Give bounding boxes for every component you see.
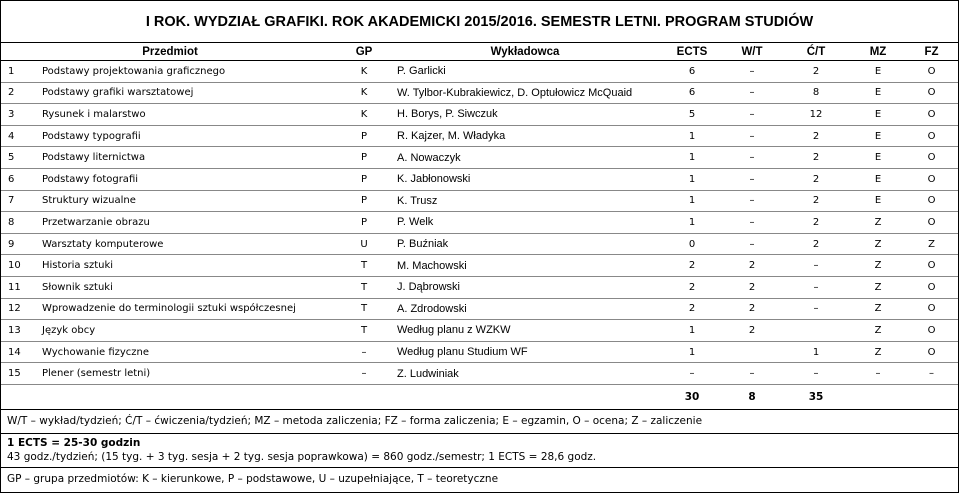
fz-cell: O	[905, 212, 958, 234]
lecturer-cell: H. Borys, P. Siwczuk	[389, 104, 661, 126]
row-number: 14	[1, 341, 34, 363]
legend-groups: GP – grupa przedmiotów: K – kierunkowe, P – podstawowe, U – uzupełniające, T – teoretyczne	[7, 473, 499, 485]
ct-cell: 12	[781, 104, 851, 126]
mz-cell: Z	[851, 233, 905, 255]
mz-cell: Z	[851, 212, 905, 234]
table-row	[1, 61, 958, 83]
gp-cell: P	[339, 212, 389, 234]
ct-cell	[781, 320, 851, 342]
mz-cell: E	[851, 147, 905, 169]
subject-cell: Słownik sztuki	[34, 276, 339, 298]
subject-cell: Podstawy grafiki warsztatowej	[34, 82, 339, 104]
subject-cell: Warsztaty komputerowe	[34, 233, 339, 255]
divider	[1, 467, 958, 468]
gp-cell: P	[339, 147, 389, 169]
gp-cell: –	[339, 341, 389, 363]
ects-cell: 1	[661, 147, 723, 169]
ct-cell: 2	[781, 190, 851, 212]
header-mz: MZ	[851, 43, 905, 61]
row-number: 12	[1, 298, 34, 320]
table-header-row	[1, 43, 958, 61]
lecturer-cell: Według planu Studium WF	[389, 341, 661, 363]
header-subject: Przedmiot	[1, 43, 339, 61]
wt-cell: 2	[723, 276, 781, 298]
wt-cell: –	[723, 61, 781, 83]
row-number: 3	[1, 104, 34, 126]
ct-cell: 2	[781, 212, 851, 234]
subject-cell: Wprowadzenie do terminologii sztuki współczesnej	[34, 298, 339, 320]
subject-cell: Wychowanie fizyczne	[34, 341, 339, 363]
wt-cell: –	[723, 212, 781, 234]
fz-cell: –	[905, 363, 958, 385]
divider	[1, 433, 958, 434]
ct-cell: 2	[781, 125, 851, 147]
mz-cell: E	[851, 168, 905, 190]
table-row	[1, 298, 958, 320]
table-row	[1, 320, 958, 342]
gp-cell: K	[339, 61, 389, 83]
subject-cell: Historia sztuki	[34, 255, 339, 277]
table-row	[1, 276, 958, 298]
ects-cell: 6	[661, 82, 723, 104]
table-row	[1, 341, 958, 363]
row-number: 4	[1, 125, 34, 147]
legend-abbreviations: W/T – wykład/tydzień; Ć/T – ćwiczenia/tydzień; MZ – metoda zaliczenia; FZ – forma zaliczenia; E – egzamin, O – ocena; Z – zaliczenie	[7, 415, 703, 427]
fz-cell: O	[905, 320, 958, 342]
wt-cell	[723, 341, 781, 363]
mz-cell: Z	[851, 320, 905, 342]
subject-cell: Struktury wizualne	[34, 190, 339, 212]
mz-cell: –	[851, 363, 905, 385]
fz-cell: O	[905, 61, 958, 83]
gp-cell: T	[339, 320, 389, 342]
gp-cell: K	[339, 104, 389, 126]
lecturer-cell: Według planu z WZKW	[389, 320, 661, 342]
subject-cell: Przetwarzanie obrazu	[34, 212, 339, 234]
lecturer-cell: P. Welk	[389, 212, 661, 234]
ct-cell: –	[781, 363, 851, 385]
gp-cell: T	[339, 255, 389, 277]
subject-cell: Język obcy	[34, 320, 339, 342]
wt-cell: 2	[723, 320, 781, 342]
subject-cell: Podstawy fotografii	[34, 168, 339, 190]
fz-cell: O	[905, 190, 958, 212]
lecturer-cell: P. Garlicki	[389, 61, 661, 83]
header-gp: GP	[339, 43, 389, 61]
row-number: 15	[1, 363, 34, 385]
mz-cell: Z	[851, 341, 905, 363]
ct-cell: –	[781, 298, 851, 320]
wt-cell: –	[723, 168, 781, 190]
ects-cell: 1	[661, 168, 723, 190]
gp-cell: T	[339, 298, 389, 320]
row-number: 10	[1, 255, 34, 277]
table-row	[1, 255, 958, 277]
ects-cell: 6	[661, 61, 723, 83]
fz-cell: O	[905, 255, 958, 277]
subject-cell: Podstawy projektowania graficznego	[34, 61, 339, 83]
ct-cell: –	[781, 255, 851, 277]
row-number: 8	[1, 212, 34, 234]
gp-cell: T	[339, 276, 389, 298]
legend-hours: 43 godz./tydzień; (15 tyg. + 3 tyg. sesja + 2 tyg. sesja poprawkowa) = 860 godz./semestr; 1 ECTS = 28,6 godz.	[7, 451, 597, 463]
gp-cell: –	[339, 363, 389, 385]
mz-cell: E	[851, 61, 905, 83]
lecturer-cell: J. Dąbrowski	[389, 276, 661, 298]
wt-cell: –	[723, 233, 781, 255]
wt-cell: –	[723, 125, 781, 147]
gp-cell: K	[339, 82, 389, 104]
gp-cell: U	[339, 233, 389, 255]
fz-cell: O	[905, 82, 958, 104]
lecturer-cell: K. Jabłonowski	[389, 168, 661, 190]
fz-cell: O	[905, 125, 958, 147]
row-number: 5	[1, 147, 34, 169]
wt-cell: –	[723, 147, 781, 169]
mz-cell: E	[851, 190, 905, 212]
wt-cell: –	[723, 104, 781, 126]
fz-cell: O	[905, 341, 958, 363]
wt-cell: 2	[723, 255, 781, 277]
mz-cell: Z	[851, 276, 905, 298]
mz-cell: Z	[851, 255, 905, 277]
ct-cell: 8	[781, 82, 851, 104]
subject-cell: Rysunek i malarstwo	[34, 104, 339, 126]
ects-cell: 2	[661, 298, 723, 320]
header-wt: W/T	[723, 43, 781, 61]
wt-cell: –	[723, 82, 781, 104]
ct-cell: 1	[781, 341, 851, 363]
table-row	[1, 212, 958, 234]
total-ects: 30	[661, 384, 723, 409]
table-row	[1, 168, 958, 190]
row-number: 2	[1, 82, 34, 104]
lecturer-cell: A. Nowaczyk	[389, 147, 661, 169]
subject-cell: Podstawy typografii	[34, 125, 339, 147]
subject-cell: Plener (semestr letni)	[34, 363, 339, 385]
ct-cell: 2	[781, 233, 851, 255]
lecturer-cell: K. Trusz	[389, 190, 661, 212]
ects-cell: 0	[661, 233, 723, 255]
table-row	[1, 82, 958, 104]
lecturer-cell: R. Kajzer, M. Władyka	[389, 125, 661, 147]
fz-cell: O	[905, 168, 958, 190]
ects-cell: 1	[661, 190, 723, 212]
lecturer-cell: W. Tylbor-Kubrakiewicz, D. Optułowicz McQuaid	[389, 82, 661, 104]
fz-cell: O	[905, 298, 958, 320]
table-row	[1, 190, 958, 212]
lecturer-cell: M. Machowski	[389, 255, 661, 277]
ct-cell: 2	[781, 61, 851, 83]
ct-cell: 2	[781, 147, 851, 169]
mz-cell: E	[851, 125, 905, 147]
wt-cell: –	[723, 190, 781, 212]
program-table	[1, 43, 958, 410]
table-row	[1, 233, 958, 255]
header-ects: ECTS	[661, 43, 723, 61]
fz-cell: O	[905, 147, 958, 169]
mz-cell: Z	[851, 298, 905, 320]
fz-cell: O	[905, 104, 958, 126]
row-number: 13	[1, 320, 34, 342]
header-fz: FZ	[905, 43, 958, 61]
row-number: 1	[1, 61, 34, 83]
table-row	[1, 147, 958, 169]
wt-cell: –	[723, 363, 781, 385]
ects-cell: –	[661, 363, 723, 385]
fz-cell: O	[905, 276, 958, 298]
totals-row	[1, 384, 958, 409]
ects-cell: 1	[661, 320, 723, 342]
lecturer-cell: Z. Ludwiniak	[389, 363, 661, 385]
lecturer-cell: A. Zdrodowski	[389, 298, 661, 320]
subject-cell: Podstawy liternictwa	[34, 147, 339, 169]
header-ct: Ć/T	[781, 43, 851, 61]
gp-cell: P	[339, 190, 389, 212]
ects-cell: 2	[661, 276, 723, 298]
mz-cell: E	[851, 104, 905, 126]
total-ct: 35	[781, 384, 851, 409]
fz-cell: Z	[905, 233, 958, 255]
ct-cell: 2	[781, 168, 851, 190]
table-row	[1, 363, 958, 385]
ects-cell: 2	[661, 255, 723, 277]
wt-cell: 2	[723, 298, 781, 320]
ct-cell: –	[781, 276, 851, 298]
total-wt: 8	[723, 384, 781, 409]
row-number: 11	[1, 276, 34, 298]
ects-cell: 1	[661, 341, 723, 363]
row-number: 9	[1, 233, 34, 255]
legend-ects: 1 ECTS = 25-30 godzin	[7, 437, 141, 449]
header-lecturer: Wykładowca	[389, 43, 661, 61]
row-number: 7	[1, 190, 34, 212]
gp-cell: P	[339, 168, 389, 190]
gp-cell: P	[339, 125, 389, 147]
document-title: I ROK. WYDZIAŁ GRAFIKI. ROK AKADEMICKI 2015/2016. SEMESTR LETNI. PROGRAM STUDIÓW	[1, 1, 958, 43]
lecturer-cell: P. Buźniak	[389, 233, 661, 255]
ects-cell: 1	[661, 212, 723, 234]
table-row	[1, 125, 958, 147]
row-number: 6	[1, 168, 34, 190]
table-row	[1, 104, 958, 126]
ects-cell: 1	[661, 125, 723, 147]
ects-cell: 5	[661, 104, 723, 126]
mz-cell: E	[851, 82, 905, 104]
